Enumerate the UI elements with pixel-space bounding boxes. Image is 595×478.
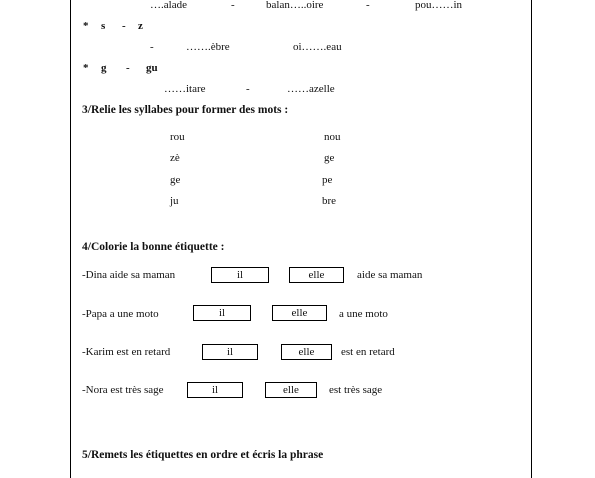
sentence-start: -Papa a une moto: [82, 308, 159, 320]
blank-word: balan…..oire: [266, 0, 324, 11]
sentence-end: aide sa maman: [357, 269, 423, 281]
letter-gu: gu: [146, 62, 158, 74]
label-il[interactable]: il: [187, 382, 243, 398]
syllable-left: ge: [170, 174, 181, 186]
letter-g: g: [101, 62, 107, 74]
bullet-star: *: [83, 62, 89, 74]
sentence-start: -Nora est très sage: [82, 384, 164, 396]
letter-s: s: [101, 20, 106, 32]
label-il[interactable]: il: [193, 305, 251, 321]
sentence-start: -Dina aide sa maman: [82, 269, 176, 281]
exercise-3-title: 3/Relie les syllabes pour former des mots :: [82, 104, 289, 116]
separator: -: [126, 62, 130, 74]
syllable-right: ge: [324, 152, 335, 164]
label-elle[interactable]: elle: [289, 267, 344, 283]
syllable-right: nou: [324, 131, 341, 143]
syllable-left: zè: [170, 152, 180, 164]
sentence-end: est en retard: [341, 346, 395, 358]
label-elle[interactable]: elle: [281, 344, 332, 360]
sentence-end: a une moto: [339, 308, 388, 320]
label-elle[interactable]: elle: [272, 305, 327, 321]
blank-word: ……itare: [164, 83, 206, 95]
sentence-start: -Karim est en retard: [82, 346, 171, 358]
label-il[interactable]: il: [202, 344, 258, 360]
label-elle[interactable]: elle: [265, 382, 317, 398]
bullet-star: *: [83, 20, 89, 32]
syllable-right: bre: [322, 195, 337, 207]
sentence-end: est très sage: [329, 384, 383, 396]
syllable-left: ju: [170, 195, 179, 207]
blank-word: …….èbre: [186, 41, 230, 53]
page-frame: [70, 0, 532, 478]
syllable-right: pe: [322, 174, 333, 186]
separator: -: [122, 20, 126, 32]
label-il[interactable]: il: [211, 267, 269, 283]
exercise-4-title: 4/Colorie la bonne étiquette :: [82, 241, 225, 253]
separator: -: [231, 0, 235, 11]
separator: -: [366, 0, 370, 11]
blank-word: pou……in: [415, 0, 463, 11]
blank-word: oi…….eau: [293, 41, 342, 53]
separator: -: [150, 41, 154, 53]
separator: -: [246, 83, 250, 95]
syllable-left: rou: [170, 131, 185, 143]
blank-word: ….alade: [150, 0, 187, 11]
exercise-5-title: 5/Remets les étiquettes en ordre et écris la phrase: [82, 449, 324, 461]
letter-z: z: [138, 20, 143, 32]
blank-word: ……azelle: [287, 83, 335, 95]
